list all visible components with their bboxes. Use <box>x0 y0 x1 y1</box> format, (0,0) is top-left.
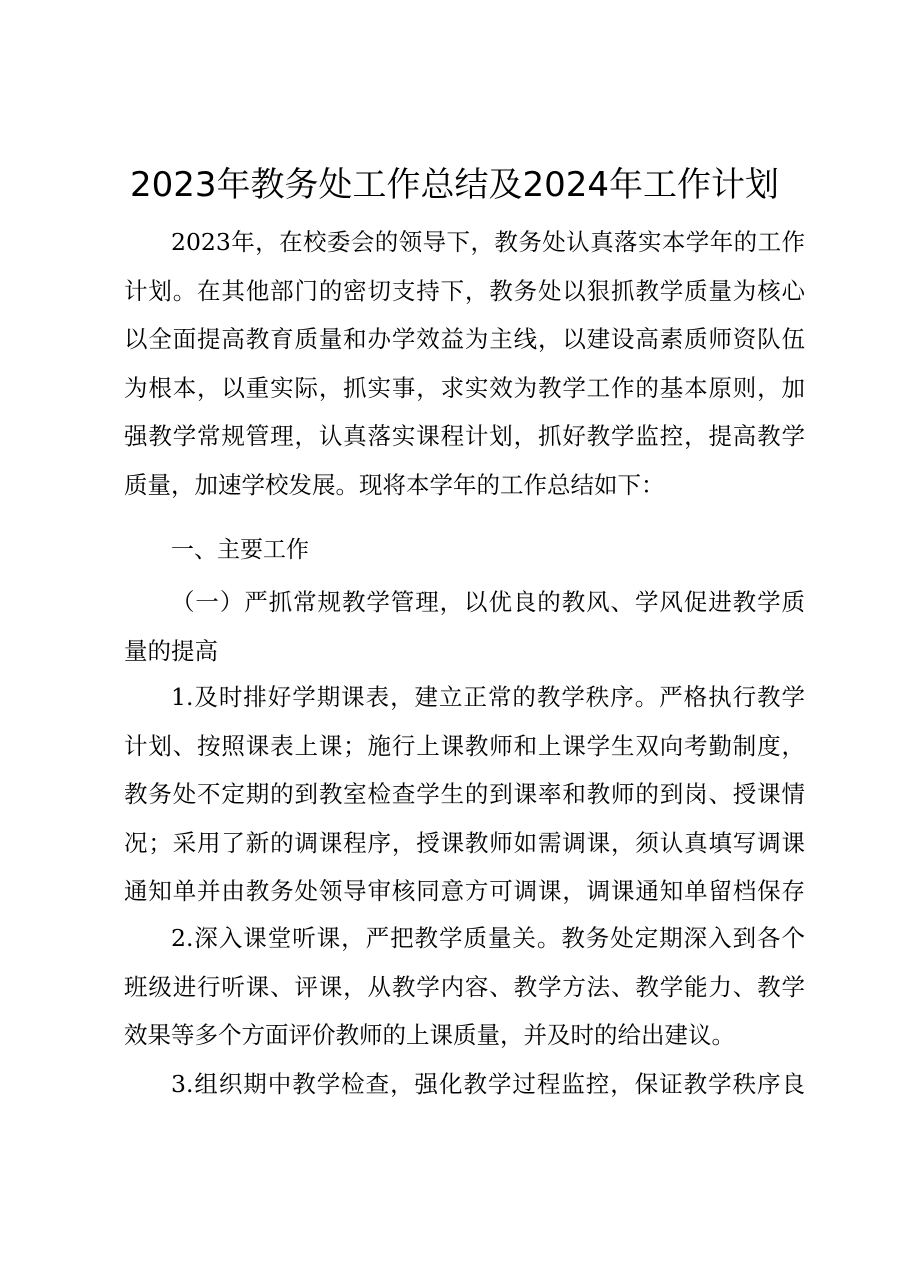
text-line: 1.及时排好学期课表，建立正常的教学秩序。严格执行教学 <box>171 683 805 711</box>
text-line: （一）严抓常规教学管理，以优良的教风、学风促进教学质 <box>171 588 805 616</box>
text-line: 2023年，在校委会的领导下，教务处认真落实本学年的工作 <box>171 228 805 256</box>
text-line: 教务处不定期的到教室检查学生的到课率和教师的到岗、授课情 <box>124 780 805 809</box>
heading-text: 一、主要工作 <box>171 537 309 563</box>
section-heading <box>124 526 805 575</box>
text-line: 况；采用了新的调课程序，授课教师如需调课，须认真填写调课 <box>124 828 805 857</box>
document-title: 2023年教务处工作总结及2024年工作计划 <box>129 165 780 205</box>
text-line: 计划、按照课表上课；施行上课教师和上课学生双向考勤制度， <box>124 731 805 760</box>
paragraph-item-3 <box>124 1060 805 1109</box>
paragraph-item-1 <box>124 673 805 916</box>
text-line: 质量，加速学校发展。现将本学年的工作总结如下： <box>124 470 665 499</box>
text-line: 班级进行听课、评课，从教学内容、教学方法、教学能力、教学 <box>124 972 805 1001</box>
text-line: 3.组织期中教学检查，强化教学过程监控，保证教学秩序良 <box>171 1070 805 1098</box>
subsection-heading <box>124 578 805 675</box>
paragraph-intro <box>124 218 805 510</box>
text-line: 效果等多个方面评价教师的上课质量，并及时的给出建议。 <box>124 1021 735 1050</box>
text-line: 为根本，以重实际，抓实事，求实效为教学工作的基本原则，加 <box>124 373 805 402</box>
text-line: 量的提高 <box>124 636 218 665</box>
paragraph-item-2 <box>124 914 805 1060</box>
text-line: 2.深入课堂听课，严把教学质量关。教务处定期深入到各个 <box>171 924 805 952</box>
text-line: 通知单并由教务处领导审核同意方可调课，调课通知单留档保存 <box>124 877 805 906</box>
text-line: 强教学常规管理，认真落实课程计划，抓好教学监控，提高教学 <box>124 422 805 451</box>
text-line: 计划。在其他部门的密切支持下，教务处以狠抓教学质量为核心 <box>124 276 805 305</box>
text-line: 以全面提高教育质量和办学效益为主线，以建设高素质师资队伍 <box>124 325 805 354</box>
